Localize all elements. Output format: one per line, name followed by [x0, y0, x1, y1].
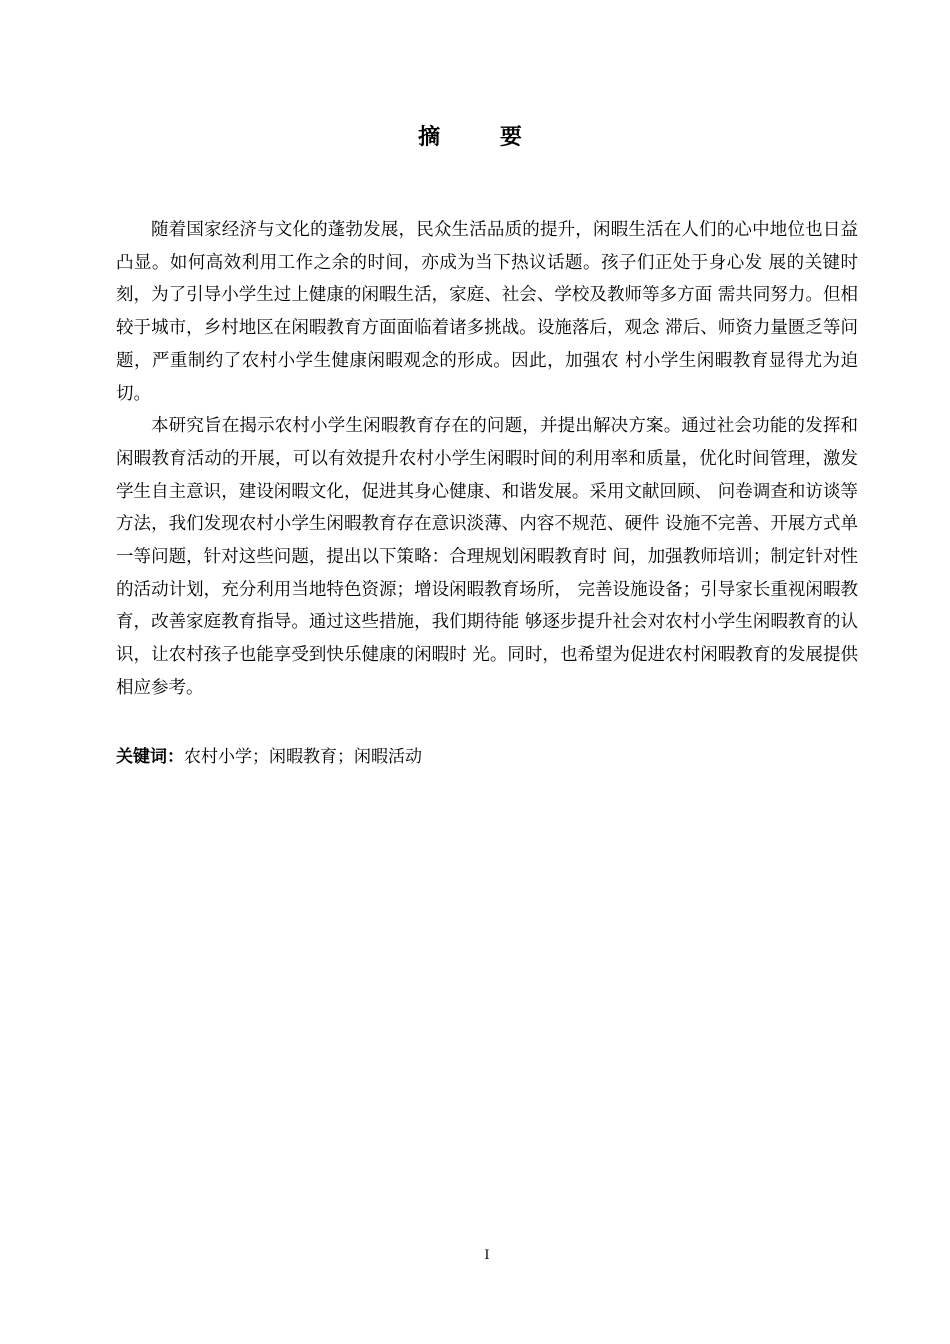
- keywords-label: 关键词：: [116, 747, 184, 767]
- keywords-line: [116, 742, 858, 772]
- abstract-paragraph-1: 随着国家经济与文化的蓬勃发展，民众生活品质的提升，闲暇生活在人们的心中地位也日益凸显。如何高效利用工作之余的时间，亦成为当下热议话题。孩子们正处于身心发 展的关键时刻，为了引导小学生过上健康的闲暇生活，家庭、社会、学校及教师等多方面 需共同努力。但相较于城市，乡村地区在闲暇教育方面面临着诸多挑战。设施落后，观念 滞后、师资力量匮乏等问题，严重制约了农村小学生健康闲暇观念的形成。因此，加强农 村小学生闲暇教育显得尤为迫切。: [116, 220, 858, 404]
- abstract-paragraph-2: 本研究旨在揭示农村小学生闲暇教育存在的问题，并提出解决方案。通过社会功能的发挥和闲暇教育活动的开展，可以有效提升农村小学生闲暇时间的利用率和质量，优化时间管理，激发学生自主意识，建设闲暇文化，促进其身心健康、和谐发展。采用文献回顾、 问卷调查和访谈等方法，我们发现农村小学生闲暇教育存在意识淡薄、内容不规范、硬件 设施不完善、开展方式单一等问题，针对这些问题，提出以下策略：合理规划闲暇教育时 间，加强教师培训；制定针对性的活动计划，充分利用当地特色资源；增设闲暇教育场所， 完善设施设备；引导家长重视闲暇教育，改善家庭教育指导。通过这些措施，我们期待能 够逐步提升社会对农村小学生闲暇教育的认识，让农村孩子也能享受到快乐健康的闲暇时 光。同时，也希望为促进农村闲暇教育的发展提供相应参考。: [116, 416, 858, 698]
- abstract-body: [116, 214, 858, 705]
- keywords-text: 农村小学；闲暇教育；闲暇活动: [184, 747, 422, 767]
- page-title: 摘 要: [418, 125, 548, 150]
- page-number: I: [484, 1248, 490, 1263]
